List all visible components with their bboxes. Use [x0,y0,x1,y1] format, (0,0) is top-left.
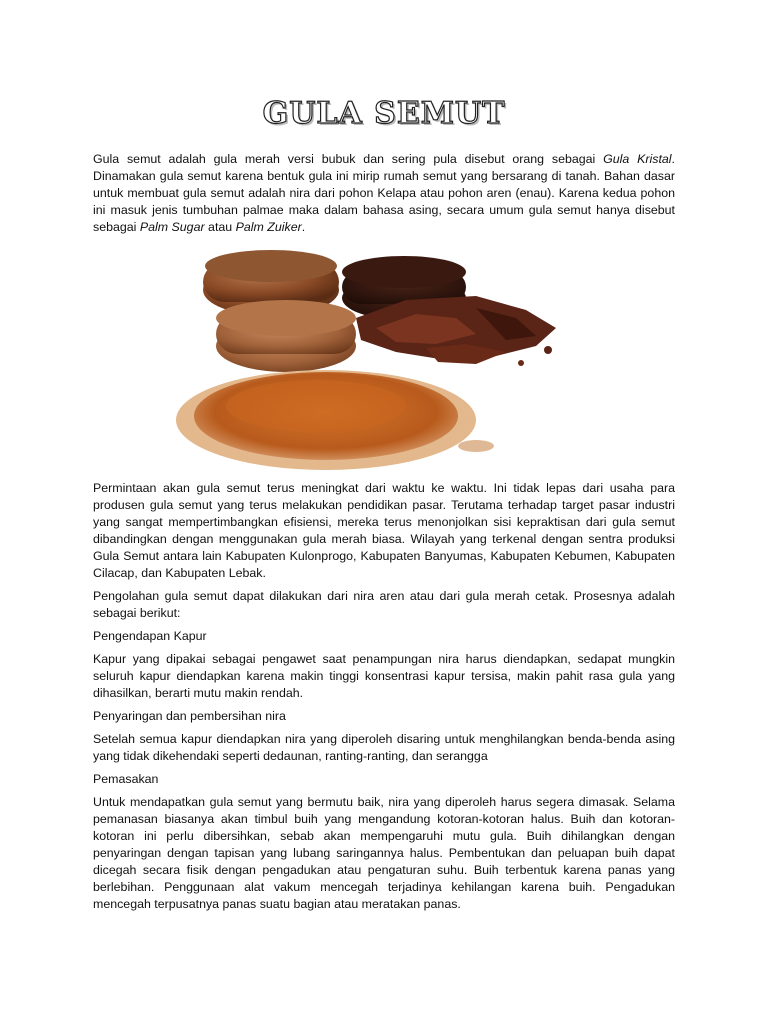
intro-text-3: atau [204,220,236,234]
intro-text-2: . Dinamakan gula semut karena bentuk gula ini mirip rumah semut yang bersarang di tanah. Bahan dasar untuk membuat gula semut adalah nira dari pohon Kelapa atau pohon aren (enau). Karena kedua pohon ini masuk jenis tumbuhan palmae maka dalam bahasa asing, secara umum gula semut hanya disebut sebagai [93,152,675,234]
intro-text-1: Gula semut adalah gula merah versi bubuk dan sering pula disebut orang sebagai [93,152,604,166]
intro-paragraph [93,151,675,236]
palm-sugar-photo [176,248,613,470]
section-heading-penyaringan: Penyaringan dan pembersihan nira [93,709,286,723]
intro-text-4: . [301,220,306,234]
process-intro-paragraph: Pengolahan gula semut dapat dilakukan dari nira aren atau dari gula merah cetak. Prosesnya adalah sebagai berikut: [93,589,675,620]
section-body-pengendapan: Kapur yang dipakai sebagai pengawet saat penampungan nira harus diendapkan, sedapat mungkin seluruh kapur diendapkan karena makin tinggi konsentrasi kapur tersisa, makin pahit rasa gula yang dihasilkan, berarti mutu makin rendah. [93,652,675,700]
document-body [93,151,675,919]
section-body-pemasakan: Untuk mendapatkan gula semut yang bermutu baik, nira yang diperoleh harus segera dimasak. Selama pemanasan biasanya akan timbul buih yang mengandung kotoran-kotoran halus. Buih dan kotoran-kotoran ini perlu dibersihkan, sebab akan mempengaruhi mutu gula. Buih dihilangkan dengan penyaringan dengan tapisan yang lubang saringannya halus. Pembentukan dan peluapan buih dapat dicegah secara fisik dengan pengadukan atau pengaturan suhu. Buih terbentuk karena panas yang berlebihan. Penggunaan alat vakum mencegah terjadinya kehilangan karena buih. Pengadukan mencegah terpusatnya panas suatu bagian atau meratakan panas. [93,795,675,911]
intro-term-palm-zuiker: Palm Zuiker [235,220,302,234]
section-heading-pengendapan: Pengendapan Kapur [93,629,207,643]
demand-paragraph: Permintaan akan gula semut terus meningkat dari waktu ke waktu. Ini tidak lepas dari usaha para produsen gula semut yang terus melakukan pendidikan pasar. Terutama terhadap target pasar industri yang sangat mempertimbangkan efisiensi, mereka terus menonjolkan sisi kepraktisan dari gula semut dibandingkan dengan menggunakan gula merah biasa. Wilayah yang terkenal dengan sentra produksi Gula Semut antara lain Kabupaten Kulonprogo, Kabupaten Banyumas, Kabupaten Kebumen, Kabupaten Cilacap, dan Kabupaten Lebak. [93,481,675,580]
section-body-penyaringan: Setelah semua kapur diendapkan nira yang diperoleh disaring untuk menghilangkan benda-benda asing yang tidak dikehendaki seperti dedaunan, ranting-ranting, dan serangga [93,732,675,763]
intro-term-gula-kristal: Gula Kristal [603,152,672,166]
page-title: GULA SEMUT [262,96,506,131]
intro-term-palm-sugar: Palm Sugar [139,220,205,234]
section-heading-pemasakan: Pemasakan [93,772,159,786]
